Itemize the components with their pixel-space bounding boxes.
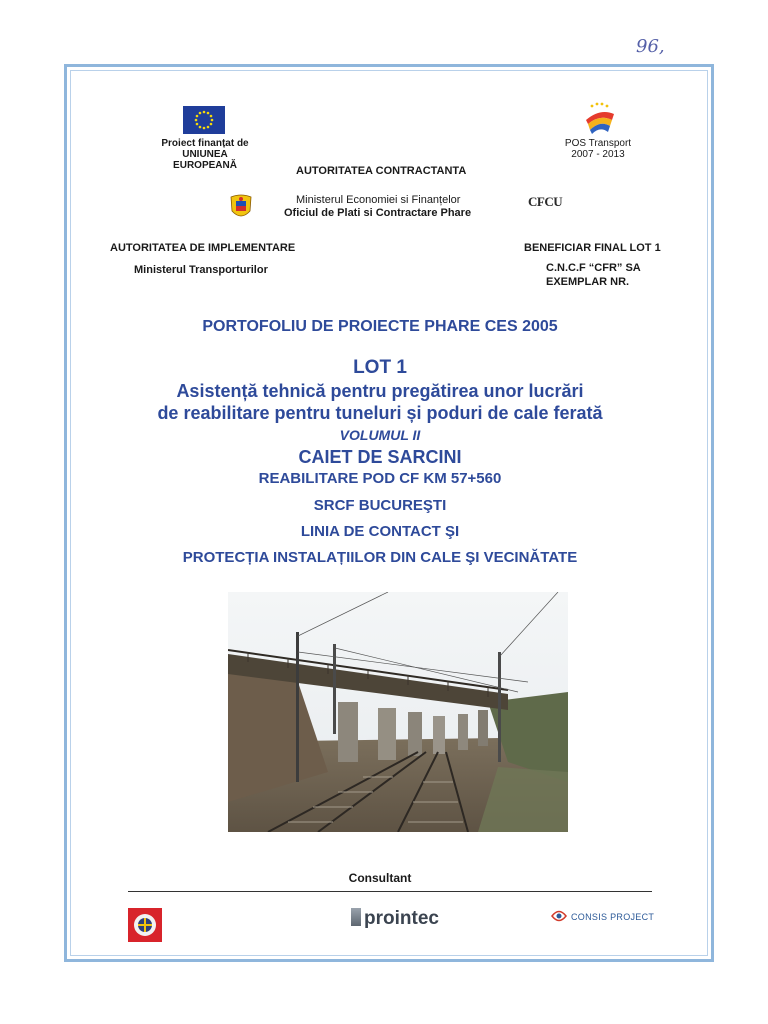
implementing-authority: AUTORITATEA DE IMPLEMENTARE [110, 242, 296, 254]
transport-ministry: Ministerul Transporturilor [134, 264, 268, 276]
copy-number: EXEMPLAR NR. [546, 276, 630, 288]
spec-title: CAIET DE SARCINI [298, 447, 462, 467]
eu-caption [150, 138, 260, 171]
railway-bridge-photo [228, 592, 568, 832]
pos-caption-line1: POS Transport [564, 138, 632, 149]
assistance-line-2: de reabilitare pentru tuneluri și poduri de cale ferată [157, 403, 603, 423]
pos-caption-line2: 2007 - 2013 [571, 149, 625, 160]
pos-transport-logo-icon [580, 100, 620, 136]
office-line: Oficiul de Plati si Contractare Phare [284, 207, 472, 219]
contracting-authority: AUTORITATEA CONTRACTANTA [296, 165, 467, 177]
final-beneficiary: BENEFICIAR FINAL LOT 1 [524, 242, 661, 254]
romania-coat-of-arms-icon [229, 193, 253, 223]
prointec-name: prointec [364, 908, 439, 929]
consis-name: CONSIS PROJECT [571, 912, 655, 922]
rehab-title: REABILITARE POD CF KM 57+560 [258, 470, 502, 487]
consultant-emblem-icon [128, 908, 162, 942]
eu-flag-icon [183, 106, 225, 134]
eu-caption-line1: Proiect finanțat de [161, 138, 249, 149]
lot-title: LOT 1 [353, 357, 407, 378]
eu-caption-line2: UNIUNEA EUROPEANĂ [173, 149, 237, 171]
prointec-logo [351, 908, 439, 930]
footer-divider [128, 891, 652, 892]
volume-label: VOLUMUL II [339, 427, 421, 443]
protection-title: PROTECȚIA INSTALAȚIILOR DIN CALE ŞI VECINĂTATE [182, 549, 578, 566]
assistance-line-1: Asistență tehnică pentru pregătirea unor lucrări [176, 381, 584, 401]
handwritten-page-number: 96, [636, 36, 665, 57]
ministry-line: Ministerul Economiei si Finanțelor [296, 194, 461, 206]
prointec-mark-icon [351, 908, 361, 926]
consis-mark-icon [550, 909, 568, 923]
cfcu-logo: CFCU [528, 194, 563, 209]
srcf-title: SRCF BUCUREŞTI [313, 497, 447, 514]
consultant-label: Consultant [348, 871, 412, 885]
consis-project-logo [550, 909, 654, 923]
pos-caption [548, 138, 648, 160]
portfolio-title: PORTOFOLIU DE PROIECTE PHARE CES 2005 [202, 318, 558, 335]
cncf-name: C.N.C.F “CFR” SA [546, 262, 641, 274]
contact-line-title: LINIA DE CONTACT ŞI [300, 523, 460, 540]
